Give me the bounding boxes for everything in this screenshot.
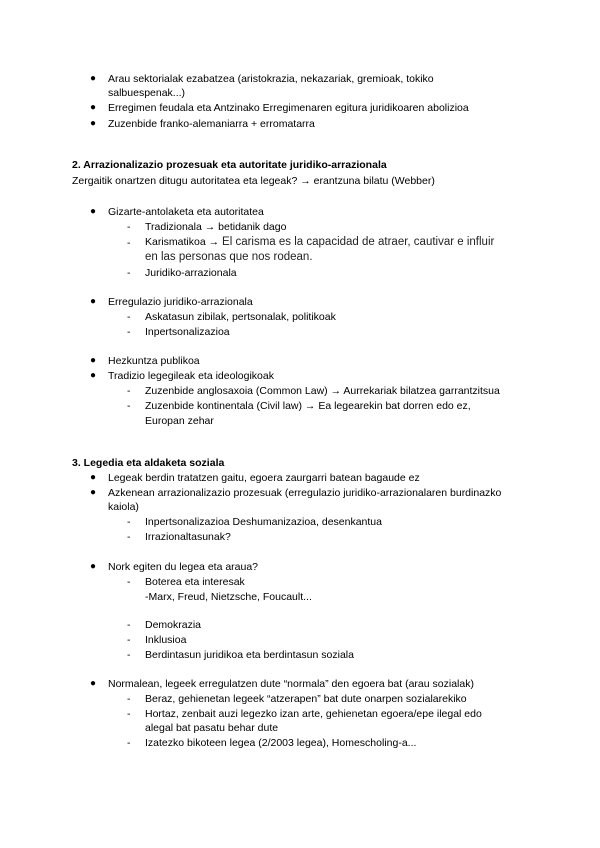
list-item: Arau sektorialak ezabatzea (aristokrazia, nekazariak, gremioak, tokiko bbox=[108, 73, 434, 85]
sub-item-continuation: alegal bat pasatu behar dute bbox=[145, 722, 279, 734]
dash-marker: - bbox=[127, 649, 131, 661]
sub-item-continuation: Europan zehar bbox=[145, 415, 214, 427]
sub-item: Inpertsonalizazioa bbox=[145, 326, 230, 338]
sub-item: Boterea eta interesak bbox=[145, 576, 245, 588]
sub-item: Irrazionaltasunak? bbox=[145, 531, 231, 543]
list-item: Zuzenbide franko-alemaniarra + erromatarra bbox=[108, 118, 315, 130]
bullet-marker: ● bbox=[90, 118, 97, 129]
bullet-marker: ● bbox=[90, 355, 97, 366]
dash-marker: - bbox=[127, 737, 131, 749]
bullet-marker: ● bbox=[90, 370, 97, 381]
sub-item: Tradizionala → betidanik dago bbox=[145, 221, 287, 233]
bullet-marker: ● bbox=[90, 678, 97, 689]
section-heading: 2. Arrazionalizazio prozesuak eta autoritate juridiko-arrazionala bbox=[72, 159, 387, 171]
list-item: Erregulazio juridiko-arrazionala bbox=[108, 296, 253, 308]
list-item-continuation: salbuespenak...) bbox=[108, 87, 186, 99]
dash-marker: - bbox=[127, 619, 131, 631]
sub-item: Inklusioa bbox=[145, 634, 187, 646]
dash-marker: - bbox=[127, 385, 131, 397]
sub-item: Beraz, gehienetan legeek “atzerapen” bat dute onarpen sozialarekiko bbox=[145, 693, 467, 705]
sub-item: Juridiko-arrazionala bbox=[145, 267, 237, 279]
list-item-continuation: kaiola) bbox=[108, 501, 139, 513]
bullet-marker: ● bbox=[90, 206, 97, 217]
list-item: Erregimen feudala eta Antzinako Erregimenaren egitura juridikoaren abolizioa bbox=[108, 102, 469, 114]
list-item: Normalean, legeek erregulatzen dute “normala” den egoera bat (arau sozialak) bbox=[108, 678, 474, 690]
sub-item: Demokrazia bbox=[145, 619, 202, 631]
sub-item: Izatezko bikoteen legea (2/2003 legea), Homescholing-a... bbox=[145, 737, 417, 749]
dash-marker: - bbox=[127, 311, 131, 323]
dash-marker: - bbox=[127, 576, 131, 588]
dash-marker: - bbox=[127, 267, 131, 279]
sub-item: Zuzenbide anglosaxoia (Common Law) → Aurrekariak bilatzea garrantzitsua bbox=[145, 385, 500, 397]
bullet-marker: ● bbox=[90, 561, 97, 572]
sub-item: Askatasun zibilak, pertsonalak, politikoak bbox=[145, 311, 336, 323]
sub-item: Berdintasun juridikoa eta berdintasun soziala bbox=[145, 649, 354, 661]
dash-marker: - bbox=[127, 516, 131, 528]
dash-marker: - bbox=[127, 693, 131, 705]
sub-item-note: -Marx, Freud, Nietzsche, Foucault... bbox=[145, 591, 312, 603]
sub-item-continuation: en las personas que nos rodean. bbox=[145, 251, 313, 263]
list-item: Hezkuntza publikoa bbox=[108, 355, 200, 367]
bullet-marker: ● bbox=[90, 102, 97, 113]
dash-marker: - bbox=[127, 237, 131, 249]
dash-marker: - bbox=[127, 708, 131, 720]
list-item: Gizarte-antolaketa eta autoritatea bbox=[108, 206, 264, 218]
bullet-marker: ● bbox=[90, 296, 97, 307]
sub-item: Inpertsonalizazioa Deshumanizazioa, desenkantua bbox=[145, 516, 382, 528]
dash-marker: - bbox=[127, 400, 131, 412]
bullet-marker: ● bbox=[90, 487, 97, 498]
section-heading: 3. Legedia eta aldaketa soziala bbox=[72, 457, 225, 469]
sub-item-quote: El carisma es la capacidad de atraer, cautivar e influir bbox=[222, 236, 495, 248]
list-item: Tradizio legegileak eta ideologikoak bbox=[108, 370, 274, 382]
dash-marker: - bbox=[127, 531, 131, 543]
dash-marker: - bbox=[127, 634, 131, 646]
section-intro: Zergaitik onartzen ditugu autoritatea eta legeak? → erantzuna bilatu (Webber) bbox=[72, 175, 435, 187]
sub-item: Zuzenbide kontinentala (Civil law) → Ea legearekin bat dorren edo ez, bbox=[145, 400, 471, 412]
dash-marker: - bbox=[127, 326, 131, 338]
bullet-marker: ● bbox=[90, 472, 97, 483]
sub-item-prefix: Karismatikoa → bbox=[145, 236, 223, 248]
list-item: Azkenean arrazionalizazio prozesuak (erregulazio juridiko-arrazionalaren burdinazko bbox=[108, 487, 502, 499]
list-item: Nork egiten du legea eta araua? bbox=[108, 561, 259, 573]
sub-item bbox=[145, 235, 494, 249]
dash-marker: - bbox=[127, 221, 131, 233]
bullet-marker: ● bbox=[90, 73, 97, 84]
sub-item: Hortaz, zenbait auzi legezko izan arte, gehienetan egoera/epe ilegal edo bbox=[145, 708, 482, 720]
list-item: Legeak berdin tratatzen gaitu, egoera zaurgarri batean bagaude ez bbox=[108, 472, 420, 484]
